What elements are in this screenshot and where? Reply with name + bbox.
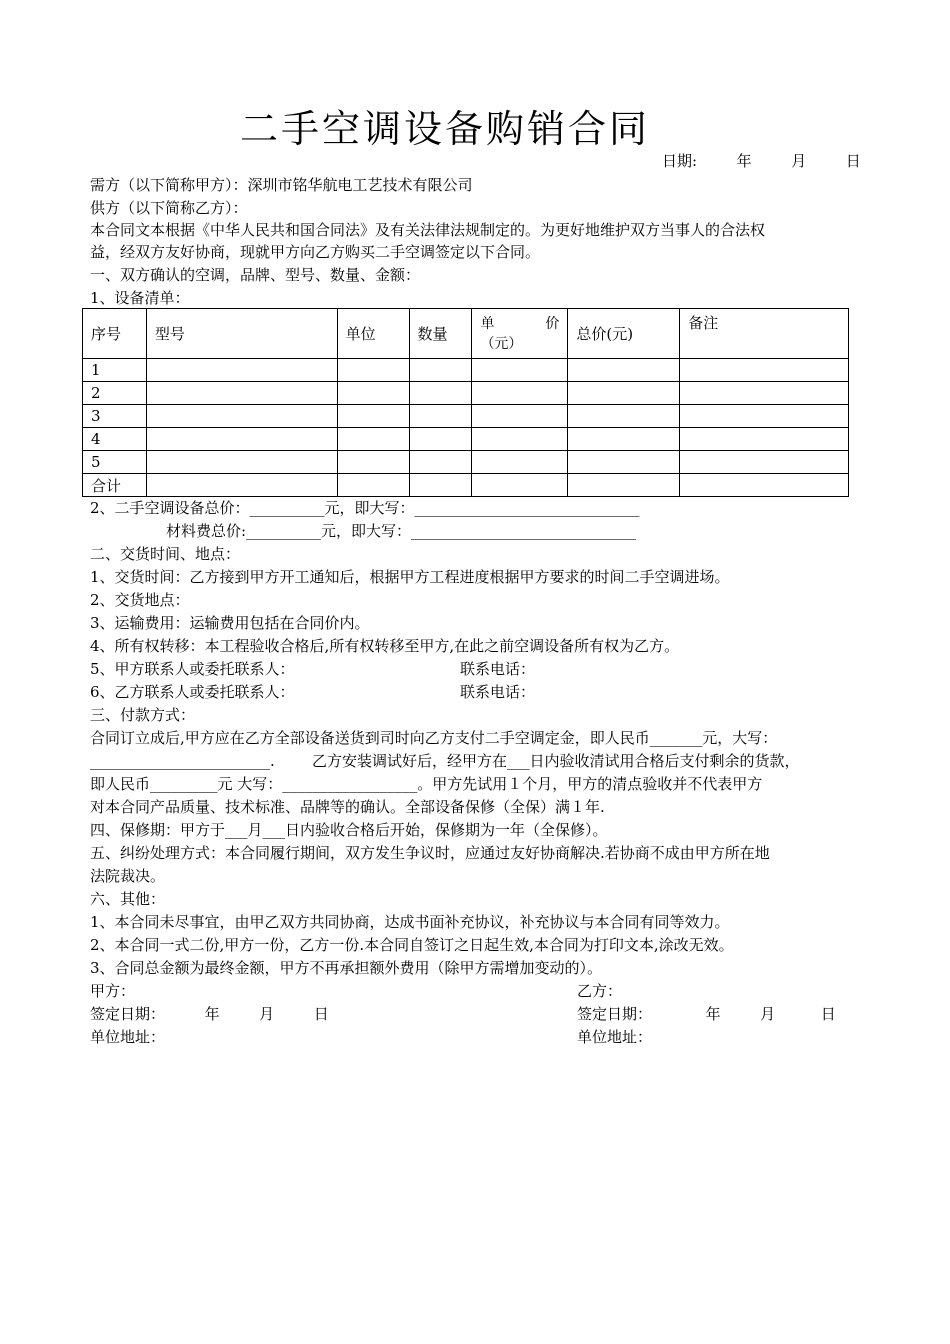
section-2-title: 二、交货时间、地点： (90, 545, 241, 563)
dispute-line-2: 法院裁决。 (90, 867, 166, 885)
sign-date-month: 月 (760, 1005, 776, 1023)
sign-date-day: 日 (820, 1005, 836, 1023)
date-month: 月 (791, 152, 807, 170)
party-b-sign-date (577, 1003, 836, 1026)
table-row (83, 428, 849, 451)
table-row (83, 359, 849, 382)
payment-line-1: 合同订立成后,甲方应在乙方全部设备送货到司时向乙方支付二手空调定金，即人民币_______元，大写： (90, 729, 778, 747)
party-a-address: 单位地址： (90, 1028, 166, 1046)
buyer-phone: 联系电话： (460, 660, 536, 678)
date-label: 日期: (662, 152, 698, 170)
payment-line-4: 对本合同产品质量、技术标准、品牌等的确认。全部设备保修（全保）满１年. (90, 798, 605, 816)
seller-phone: 联系电话： (460, 683, 536, 701)
row-seq: 4 (83, 428, 147, 451)
ownership-transfer: 4、所有权转移：本工程验收合格后,所有权转移至甲方,在此之前空调设备所有权为乙方。 (90, 637, 680, 655)
buyer-line: 需方（以下简称甲方）：深圳市铭华航电工艺技术有限公司 (90, 176, 473, 194)
party-b-address: 单位地址： (577, 1028, 653, 1046)
payment-line-2a: ________________________. (90, 752, 275, 770)
seller-line: 供方（以下简称乙方）： (90, 199, 248, 217)
header-price (472, 309, 568, 359)
payment-line-2b: 乙方安装调试好后，经甲方在___日内验收清试用合格后支付剩余的货款， (312, 752, 800, 770)
header-unit: 单位 (337, 309, 409, 359)
equipment-total-line: 2、二手空调设备总价：__________元，即大写：______________________________ (90, 499, 640, 517)
header-price-a: 单 (480, 315, 495, 332)
intro-line-2: 益，经双方友好协商，现就甲方向乙方购买二手空调签定以下合同。 (90, 243, 541, 261)
table-header-row (83, 309, 849, 359)
buyer-contact: 5、甲方联系人或委托联系人： (90, 660, 295, 678)
header-price-b: 价 (545, 315, 560, 332)
row-total-label: 合计 (83, 474, 147, 497)
row-seq: 3 (83, 405, 147, 428)
header-price-unit: （元） (480, 335, 523, 352)
header-qty: 数量 (409, 309, 472, 359)
header-total: 总价(元) (568, 309, 680, 359)
date-line (662, 150, 861, 173)
row-seq: 2 (83, 382, 147, 405)
party-a-sign-date (90, 1003, 329, 1026)
table-total-row (83, 474, 849, 497)
sign-date-year: 年 (705, 1005, 721, 1023)
other-line-1: 1、本合同未尽事宜，由甲乙双方共同协商，达成书面补充协议，补充协议与本合同有同等效力。 (90, 913, 730, 931)
table-row (83, 405, 849, 428)
section-1-subtitle: 1、设备清单： (90, 289, 190, 307)
seller-contact: 6、乙方联系人或委托联系人： (90, 683, 295, 701)
sign-date-label: 签定日期： (90, 1005, 166, 1023)
section-3-title: 三、付款方式： (90, 706, 196, 724)
intro-line-1: 本合同文本根据《中华人民共和国合同法》及有关法律法规制定的。为更好地维护双方当事人的合法权 (90, 221, 766, 239)
payment-line-3: 即人民币_________元 大写：__________________。甲方先试用１个月，甲方的清点验收并不代表甲方 (90, 775, 763, 793)
document-title: 二手空调设备购销合同 (239, 107, 650, 151)
section-1-title: 一、双方确认的空调，品牌、型号、数量、金额： (90, 266, 421, 284)
section-6-title: 六、其他： (90, 890, 166, 908)
row-seq: 1 (83, 359, 147, 382)
warranty-line: 四、保修期：甲方于___月___日内验收合格后开始，保修期为一年（全保修）。 (90, 821, 608, 839)
header-remark: 备注 (680, 309, 849, 359)
table-row (83, 451, 849, 474)
delivery-place: 2、交货地点： (90, 591, 190, 609)
delivery-time: 1、交货时间：乙方接到甲方开工通知后，根据甲方工程进度根据甲方要求的时间二手空调进场。 (90, 568, 730, 586)
shipping-cost: 3、运输费用：运输费用包括在合同价内。 (90, 614, 370, 632)
sign-date-month: 月 (259, 1005, 275, 1023)
sign-date-day: 日 (313, 1005, 329, 1023)
date-day: 日 (845, 152, 861, 170)
table-row (83, 382, 849, 405)
row-seq: 5 (83, 451, 147, 474)
party-b-label: 乙方： (577, 982, 623, 1000)
date-year: 年 (736, 152, 752, 170)
equipment-table (82, 308, 849, 497)
dispute-line-1: 五、纠纷处理方式：本合同履行期间，双方发生争议时，应通过友好协商解决.若协商不成由甲方所在地 (90, 844, 770, 862)
sign-date-year: 年 (204, 1005, 220, 1023)
other-line-3: 3、合同总金额为最终金额，甲方不再承担额外费用（除甲方需增加变动的）。 (90, 959, 603, 977)
party-a-label: 甲方： (90, 982, 136, 1000)
header-model: 型号 (146, 309, 337, 359)
header-seq: 序号 (83, 309, 147, 359)
sign-date-label: 签定日期： (577, 1005, 653, 1023)
other-line-2: 2、本合同一式二份,甲方一份，乙方一份.本合同自签订之日起生效,本合同为打印文本,涂改无效。 (90, 936, 734, 954)
material-total-line: 材料费总价:__________元，即大写：______________________________ (166, 522, 637, 540)
